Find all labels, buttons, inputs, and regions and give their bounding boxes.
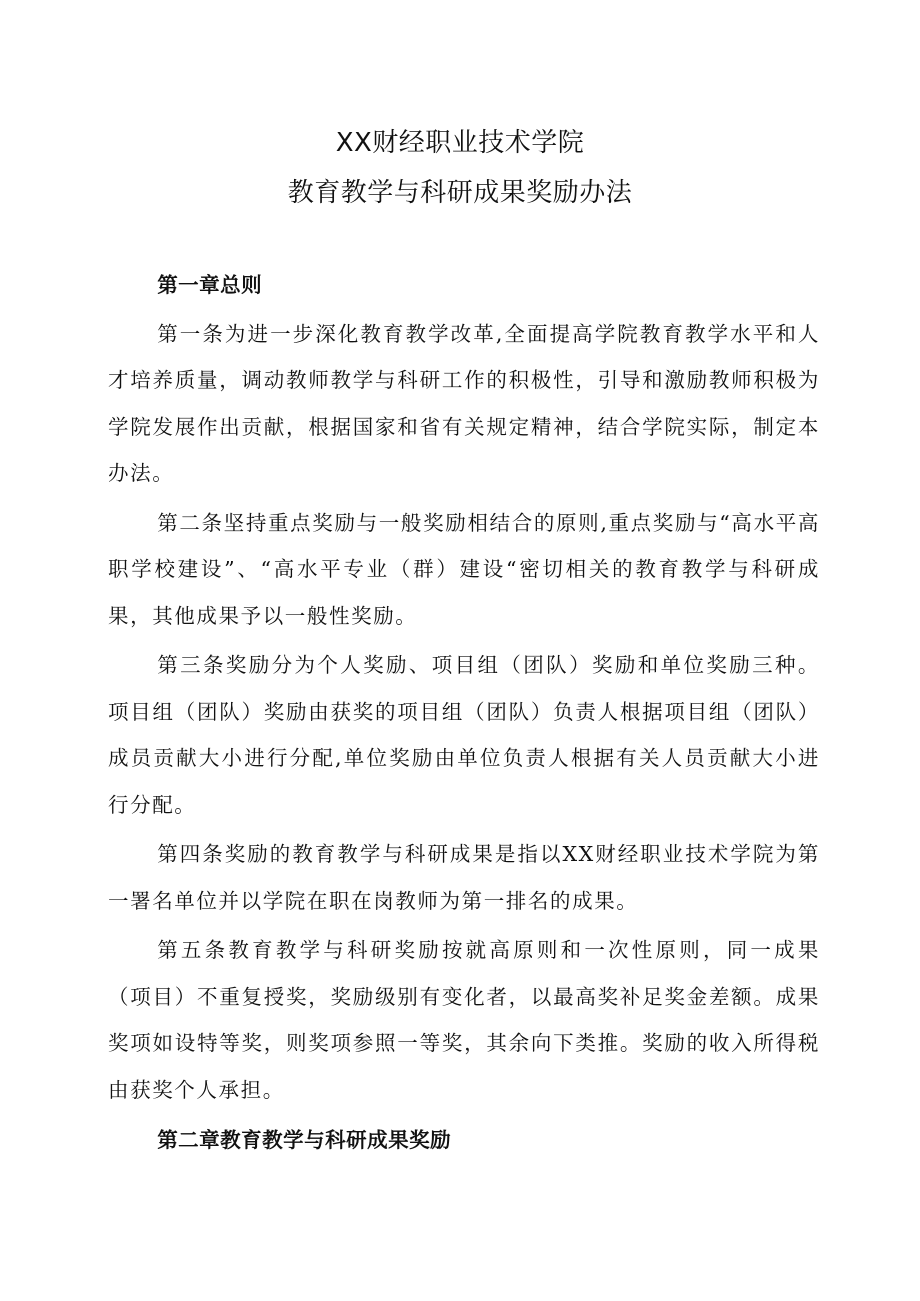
title-regulation: 教育教学与科研成果奖励办法 <box>287 178 633 208</box>
document-body <box>108 262 820 1166</box>
title-institution: XX财经职业技术学院 <box>335 128 585 158</box>
article-3-paragraph: 第三条奖励分为个人奖励、项目组（团队）奖励和单位奖励三种。项目组（团队）奖励由获奖的项目组（团队）负责人根据项目组（团队）成员贡献大小进行分配,单位奖励由单位负责人根据有关人员贡献大小进行分配。 <box>108 653 820 817</box>
article-1-paragraph: 第一条为进一步深化教育教学改革,全面提高学院教育教学水平和人才培养质量，调动教师教学与科研工作的积极性，引导和激励教师积极为学院发展作出贡献，根据国家和省有关规定精神，结合学院实际，制定本办法。 <box>108 321 820 485</box>
article-2-paragraph: 第二条坚持重点奖励与一般奖励相结合的原则,重点奖励与“高水平高职学校建设”、“高水平专业（群）建设“密切相关的教育教学与科研成果，其他成果予以一般性奖励。 <box>108 510 820 628</box>
article-5-paragraph: 第五条教育教学与科研奖励按就高原则和一次性原则，同一成果（项目）不重复授奖，奖励级别有变化者，以最高奖补足奖金差额。成果奖项如设特等奖，则奖项参照一等奖，其余向下类推。奖励的收入所得税由获奖个人承担。 <box>108 938 820 1102</box>
chapter-heading-awards: 第二章教育教学与科研成果奖励 <box>157 1128 452 1152</box>
article-4-paragraph: 第四条奖励的教育教学与科研成果是指以XX财经职业技术学院为第一署名单位并以学院在职在岗教师为第一排名的成果。 <box>108 842 820 913</box>
document-title <box>0 118 920 218</box>
chapter-heading-general: 第一章总则 <box>157 273 263 297</box>
